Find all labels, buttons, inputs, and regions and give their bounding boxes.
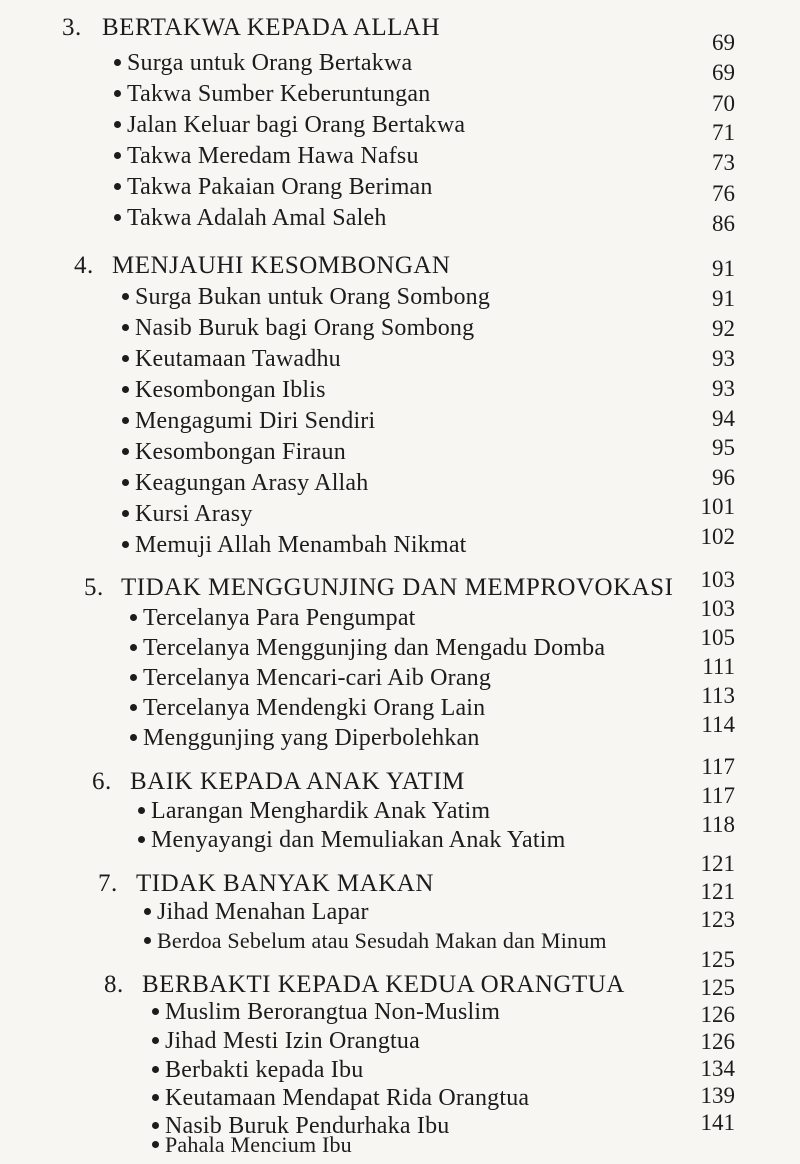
bullet-icon [114, 121, 121, 128]
toc-entry [152, 1085, 529, 1112]
toc-entry [144, 928, 607, 954]
toc-entry [114, 143, 419, 170]
bullet-icon [152, 1141, 159, 1148]
bullet-icon [122, 386, 129, 393]
bullet-icon [130, 614, 137, 621]
bullet-icon [152, 1094, 159, 1101]
toc-entry [152, 1057, 363, 1084]
entry-page-number: 71 [712, 120, 735, 145]
entry-page-number: 69 [712, 60, 735, 85]
chapter-page-number: 103 [700, 567, 735, 592]
bullet-icon [130, 644, 137, 651]
bullet-icon [138, 836, 145, 843]
toc-entry [152, 1132, 352, 1158]
entry-title: Kesombongan Firaun [135, 439, 346, 465]
entry-page-number: 91 [712, 286, 735, 311]
entry-title: Jalan Keluar bagi Orang Bertakwa [127, 112, 466, 138]
entry-title: Surga untuk Orang Bertakwa [127, 50, 413, 76]
chapter-title: TIDAK BANYAK MAKAN [136, 870, 434, 897]
chapter-heading [98, 870, 434, 898]
toc-entry [114, 81, 430, 108]
toc-entry [122, 501, 253, 528]
entry-title: Mengagumi Diri Sendiri [135, 408, 376, 434]
entry-page-number: 96 [712, 465, 735, 490]
entry-page-number: 93 [712, 346, 735, 371]
chapter-heading [104, 971, 625, 999]
chapter-number: 3. [62, 14, 82, 41]
entry-title: Berdoa Sebelum atau Sesudah Makan dan Minum [157, 928, 607, 953]
entry-title: Takwa Sumber Keberuntungan [127, 81, 431, 107]
entry-title: Berbakti kepada Ibu [165, 1057, 364, 1083]
bullet-icon [130, 674, 137, 681]
bullet-icon [122, 448, 129, 455]
toc-entry [152, 1028, 420, 1055]
toc-entry [122, 439, 346, 466]
entry-title: Larangan Menghardik Anak Yatim [151, 798, 491, 824]
entry-page-number: 105 [700, 625, 735, 650]
chapter-page-number: 125 [700, 947, 735, 972]
toc-entry [130, 635, 605, 662]
entry-title: Tercelanya Para Pengumpat [143, 605, 416, 631]
bullet-icon [114, 152, 121, 159]
bullet-icon [152, 1122, 159, 1129]
bullet-icon [122, 510, 129, 517]
entry-title: Keutamaan Mendapat Rida Orangtua [165, 1085, 530, 1111]
bullet-icon [114, 183, 121, 190]
chapter-heading [74, 252, 450, 280]
bullet-icon [122, 324, 129, 331]
entry-page-number: 126 [700, 1029, 735, 1054]
entry-title: Keagungan Arasy Allah [135, 470, 369, 496]
entry-page-number: 102 [700, 524, 735, 549]
chapter-title: BERBAKTI KEPADA KEDUA ORANGTUA [142, 971, 625, 998]
chapter-heading [62, 14, 440, 42]
toc-entry [122, 346, 341, 373]
bullet-icon [144, 908, 151, 915]
entry-page-number: 117 [701, 783, 735, 808]
entry-title: Muslim Berorangtua Non-Muslim [165, 999, 501, 1025]
entry-title: Menyayangi dan Memuliakan Anak Yatim [151, 827, 566, 853]
chapter-heading [92, 768, 465, 796]
entry-title: Nasib Buruk bagi Orang Sombong [135, 315, 475, 341]
bullet-icon [114, 59, 121, 66]
toc-entry [138, 827, 565, 854]
toc-entry [130, 665, 491, 692]
entry-page-number: 95 [712, 435, 735, 460]
bullet-icon [144, 937, 151, 944]
entry-title: Kursi Arasy [135, 501, 253, 527]
toc-entry [130, 605, 416, 632]
bullet-icon [152, 1008, 159, 1015]
chapter-page-number: 117 [701, 754, 735, 779]
toc-entry [138, 798, 490, 825]
entry-page-number: 86 [712, 211, 735, 236]
entry-page-number: 134 [700, 1056, 735, 1081]
bullet-icon [152, 1037, 159, 1044]
bullet-icon [122, 479, 129, 486]
entry-title: Takwa Adalah Amal Saleh [127, 205, 387, 231]
bullet-icon [130, 704, 137, 711]
entry-page-number: 76 [712, 181, 735, 206]
entry-page-number: 101 [700, 494, 735, 519]
entry-title: Memuji Allah Menambah Nikmat [135, 532, 467, 558]
chapter-page-number: 91 [712, 256, 735, 281]
toc-entry [130, 725, 480, 752]
entry-title: Nasib Buruk Pendurhaka Ibu [165, 1113, 450, 1139]
bullet-icon [114, 214, 121, 221]
chapter-title: BERTAKWA KEPADA ALLAH [102, 14, 441, 41]
toc-entry [144, 899, 369, 926]
entry-title: Jihad Mesti Izin Orangtua [165, 1028, 420, 1054]
entry-page-number: 94 [712, 406, 735, 431]
toc-entry [114, 112, 465, 139]
entry-title: Menggunjing yang Diperbolehkan [143, 725, 480, 751]
bullet-icon [130, 734, 137, 741]
chapter-heading [84, 574, 673, 602]
entry-title: Tercelanya Mendengki Orang Lain [143, 695, 486, 721]
entry-title: Surga Bukan untuk Orang Sombong [135, 284, 491, 310]
entry-title: Tercelanya Menggunjing dan Mengadu Domba [143, 635, 606, 661]
toc-entry [122, 284, 490, 311]
bullet-icon [122, 355, 129, 362]
toc-entry [122, 408, 375, 435]
chapter-number: 6. [92, 768, 112, 795]
entry-page-number: 113 [701, 683, 735, 708]
bullet-icon [122, 293, 129, 300]
chapter-title: MENJAUHI KESOMBONGAN [112, 252, 451, 279]
entry-page-number: 70 [712, 91, 735, 116]
toc-entry [122, 470, 368, 497]
toc-entry [114, 50, 412, 77]
toc-entry [122, 532, 467, 559]
chapter-number: 8. [104, 971, 124, 998]
bullet-icon [152, 1066, 159, 1073]
entry-page-number: 73 [712, 150, 735, 175]
entry-page-number: 92 [712, 316, 735, 341]
entry-page-number: 93 [712, 376, 735, 401]
entry-title: Jihad Menahan Lapar [157, 899, 369, 925]
entry-page-number: 126 [700, 1002, 735, 1027]
entry-title: Kesombongan Iblis [135, 377, 326, 403]
entry-page-number: 141 [700, 1110, 735, 1135]
entry-page-number: 103 [700, 596, 735, 621]
entry-page-number: 123 [700, 907, 735, 932]
entry-page-number: 121 [700, 879, 735, 904]
chapter-page-number: 69 [712, 30, 735, 55]
entry-page-number: 114 [701, 712, 735, 737]
entry-page-number: 111 [702, 654, 735, 679]
entry-page-number: 139 [700, 1083, 735, 1108]
entry-page-number: 118 [701, 812, 735, 837]
bullet-icon [122, 417, 129, 424]
toc-entry [122, 315, 474, 342]
chapter-title: TIDAK MENGGUNJING DAN MEMPROVOKASI [121, 574, 674, 601]
chapter-title: BAIK KEPADA ANAK YATIM [130, 768, 465, 795]
bullet-icon [122, 541, 129, 548]
entry-title: Keutamaan Tawadhu [135, 346, 341, 372]
entry-title: Takwa Meredam Hawa Nafsu [127, 143, 419, 169]
chapter-number: 4. [74, 252, 94, 279]
chapter-number: 5. [84, 574, 104, 601]
toc-entry [114, 205, 387, 232]
toc-entry [122, 377, 326, 404]
bullet-icon [114, 90, 121, 97]
chapter-page-number: 121 [700, 851, 735, 876]
toc-entry [130, 695, 485, 722]
entry-page-number: 125 [700, 975, 735, 1000]
bullet-icon [138, 807, 145, 814]
chapter-number: 7. [98, 870, 118, 897]
entry-title: Takwa Pakaian Orang Beriman [127, 174, 433, 200]
toc-entry [152, 999, 500, 1026]
entry-title: Tercelanya Mencari-cari Aib Orang [143, 665, 492, 691]
entry-title: Pahala Mencium Ibu [165, 1132, 352, 1157]
toc-entry [114, 174, 433, 201]
